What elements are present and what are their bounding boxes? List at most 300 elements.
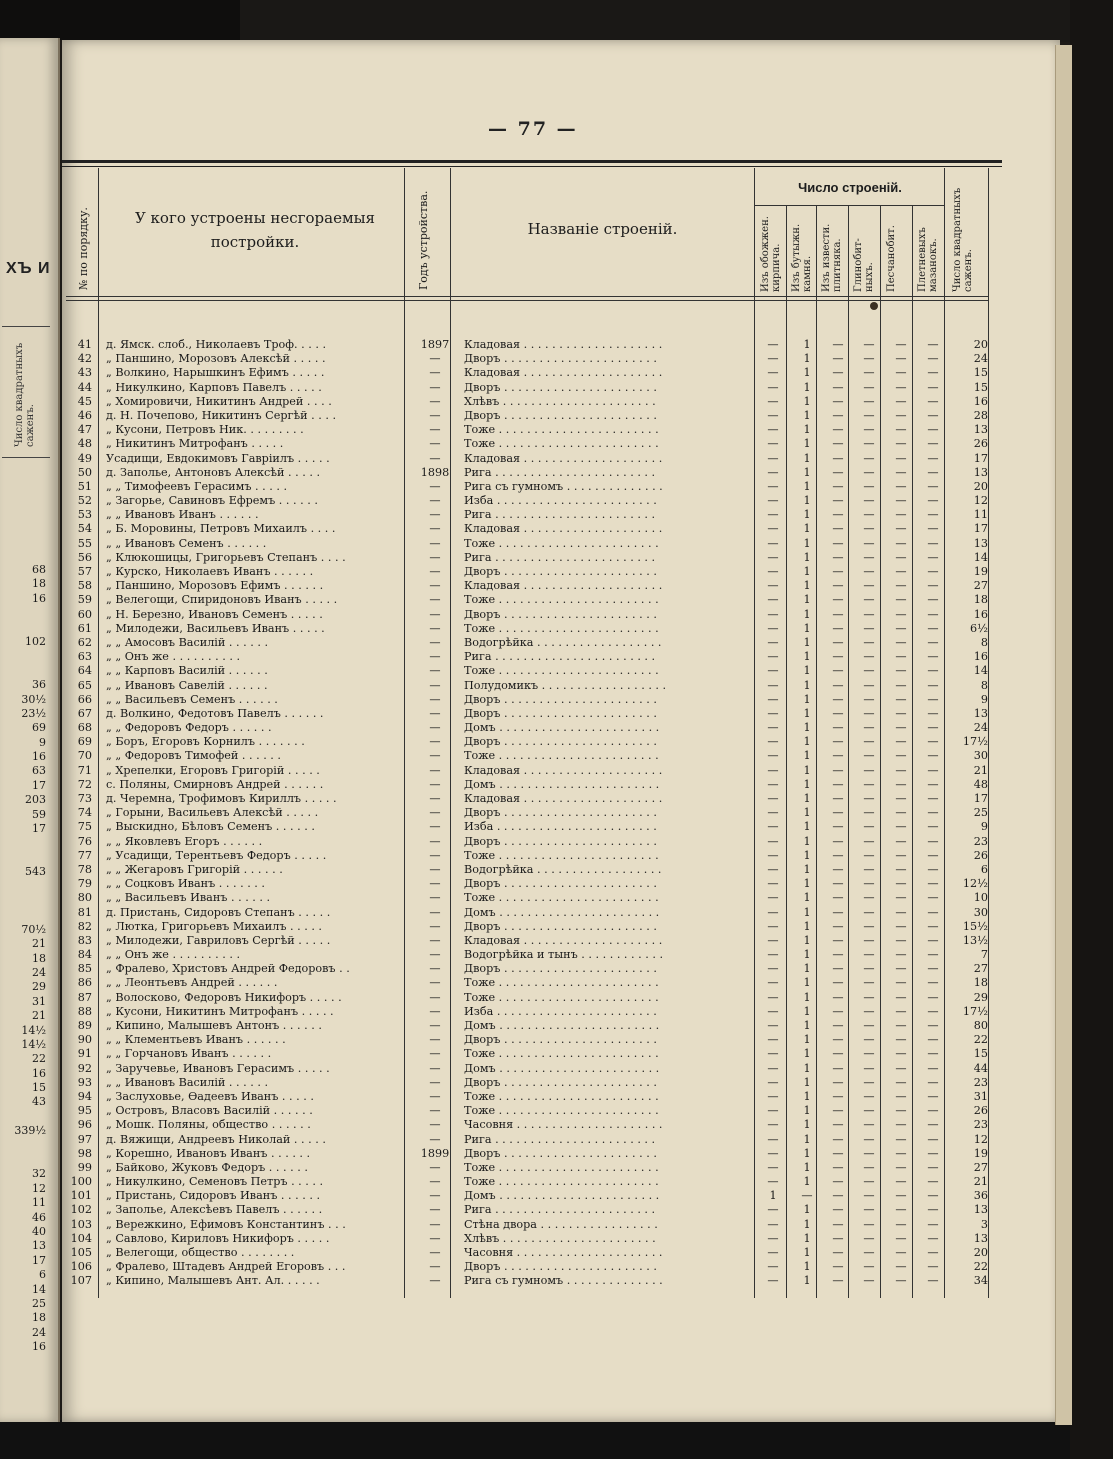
cell-i: — (832, 948, 844, 962)
cell-i: — (832, 437, 844, 451)
cell-k: — (767, 366, 779, 380)
cell-g: — (863, 494, 875, 508)
cell-b: 1 (803, 635, 811, 649)
cell-k: — (767, 721, 779, 735)
cell-pl: — (927, 479, 939, 493)
left-page-value: 29 (32, 980, 46, 994)
table-row (70, 707, 990, 721)
cell-b: 1 (803, 423, 811, 437)
cell-building: Дворъ . . . . . . . . . . . . . . . . . . . . . . (464, 352, 657, 366)
cell-k: — (767, 394, 779, 408)
cell-year: — (429, 976, 441, 990)
cell-pl: — (927, 607, 939, 621)
cell-k: — (767, 877, 779, 891)
cell-owner: „ Кипино, Малышевъ Ант. Ал. . . . . . (106, 1274, 320, 1288)
left-page-value: 18 (32, 951, 46, 965)
cell-no: 57 (77, 565, 92, 578)
cell-p: — (895, 1189, 907, 1203)
cell-i: — (832, 891, 844, 905)
cell-pl: — (927, 394, 939, 408)
cell-year: — (429, 1132, 441, 1146)
cell-pl: — (927, 550, 939, 564)
cell-k: — (767, 338, 779, 351)
table-row (70, 508, 990, 522)
cell-k: — (767, 678, 779, 692)
cell-g: — (863, 1004, 875, 1018)
cell-building: Рига съ гумномъ . . . . . . . . . . . . . . (464, 479, 663, 493)
cell-sq: 16 (973, 650, 988, 664)
cell-owner: „ Курско, Николаевъ Иванъ . . . . . . (106, 565, 314, 578)
cell-no: 86 (77, 976, 92, 990)
cell-i: — (832, 394, 844, 408)
cell-pl: — (927, 338, 939, 351)
cell-no: 91 (77, 1047, 92, 1061)
cell-owner: д. Заполье, Антоновъ Алексѣй . . . . . (106, 465, 321, 479)
cell-b: 1 (803, 394, 811, 408)
cell-b: 1 (803, 1260, 811, 1274)
left-page-value (0, 649, 46, 663)
cell-sq: 17 (973, 522, 988, 536)
cell-pl: — (927, 763, 939, 777)
table-row (70, 778, 990, 792)
table-row (70, 1189, 990, 1203)
cell-year: — (429, 962, 441, 976)
cell-b: 1 (803, 1146, 811, 1160)
cell-i: — (832, 735, 844, 749)
left-page-value: 543 (25, 865, 46, 879)
cell-g: — (863, 1189, 875, 1203)
cell-owner: „ Велегощи, Спиридоновъ Иванъ . . . . . (106, 593, 338, 607)
cell-sq: 26 (973, 1104, 988, 1118)
left-page-values (0, 563, 46, 1354)
cell-year: — (429, 479, 441, 493)
cell-year: — (429, 891, 441, 905)
cell-no: 45 (77, 394, 92, 408)
cell-i: — (832, 721, 844, 735)
cell-g: — (863, 1203, 875, 1217)
cell-i: — (832, 792, 844, 805)
cell-g: — (863, 1089, 875, 1103)
table-row (70, 1047, 990, 1061)
cell-k: — (767, 479, 779, 493)
cell-i: — (832, 962, 844, 976)
cell-pl: — (927, 806, 939, 820)
table-row (70, 480, 990, 494)
left-page-value (0, 1110, 46, 1124)
cell-g: — (863, 1061, 875, 1075)
cell-g: — (863, 1104, 875, 1118)
cell-sq: 7 (980, 948, 988, 962)
cell-building: Дворъ . . . . . . . . . . . . . . . . . . . . . . (464, 919, 657, 933)
cell-sq: 30 (973, 905, 988, 919)
cell-no: 76 (77, 834, 92, 848)
cell-i: — (832, 777, 844, 791)
table-row (70, 338, 990, 352)
cell-g: — (863, 338, 875, 351)
cell-k: — (767, 494, 779, 508)
cell-no: 61 (77, 621, 92, 635)
cell-k: — (767, 806, 779, 820)
cell-building: Дворъ . . . . . . . . . . . . . . . . . . . . . . (464, 565, 657, 578)
table-row (70, 934, 990, 948)
cell-p: — (895, 1175, 907, 1189)
cell-no: 69 (77, 735, 92, 749)
cell-no: 88 (77, 1004, 92, 1018)
cell-year: — (429, 877, 441, 891)
cell-building: Тоже . . . . . . . . . . . . . . . . . . . . . . . (464, 437, 659, 451)
cell-building: Домъ . . . . . . . . . . . . . . . . . . . . . . . (464, 1189, 660, 1203)
left-page-value: 18 (32, 577, 46, 591)
cell-g: — (863, 763, 875, 777)
cell-building: Кладовая . . . . . . . . . . . . . . . . . . . . (464, 451, 663, 465)
cell-building: Тоже . . . . . . . . . . . . . . . . . . . . . . . (464, 1160, 659, 1174)
cell-k: — (767, 1033, 779, 1047)
cell-sq: 11 (973, 508, 988, 522)
cell-pl: — (927, 508, 939, 522)
cell-b: 1 (803, 1175, 811, 1189)
cell-owner: „ Кусони, Петровъ Ник. . . . . . . . . (106, 423, 304, 437)
cell-no: 107 (70, 1274, 92, 1288)
cell-sq: 3 (980, 1217, 988, 1231)
cell-building: Тоже . . . . . . . . . . . . . . . . . . . . . . . (464, 664, 659, 678)
cell-building: Рига . . . . . . . . . . . . . . . . . . . . . . . (464, 550, 656, 564)
cell-g: — (863, 650, 875, 664)
cell-b: 1 (803, 919, 811, 933)
cell-g: — (863, 607, 875, 621)
cell-owner: „ Загорье, Савиновъ Ефремъ . . . . . . (106, 494, 318, 508)
cell-b: 1 (803, 848, 811, 862)
cell-pl: — (927, 1146, 939, 1160)
left-page-value: 203 (25, 793, 46, 807)
cell-p: — (895, 1047, 907, 1061)
cell-building: Часовня . . . . . . . . . . . . . . . . . . . . . (464, 1246, 663, 1259)
cell-owner: „ Заслуховье, Ѳадеевъ Иванъ . . . . . (106, 1089, 314, 1103)
cell-building: Тоже . . . . . . . . . . . . . . . . . . . . . . . (464, 423, 659, 437)
cell-building: Дворъ . . . . . . . . . . . . . . . . . . . . . . (464, 962, 657, 976)
table-row (70, 1161, 990, 1175)
cell-no: 99 (77, 1160, 92, 1174)
cell-year: — (429, 706, 441, 720)
cell-owner: „ Никулкино, Семеновъ Петръ . . . . . (106, 1175, 324, 1189)
cell-g: — (863, 635, 875, 649)
cell-k: — (767, 777, 779, 791)
cell-g: — (863, 536, 875, 550)
cell-sq: 20 (973, 1246, 988, 1259)
table-row (70, 1175, 990, 1189)
cell-year: — (429, 1047, 441, 1061)
cell-year: — (429, 451, 441, 465)
cell-i: — (832, 550, 844, 564)
cell-b: 1 (803, 494, 811, 508)
cell-i: — (832, 352, 844, 366)
cell-year: — (429, 1104, 441, 1118)
cell-g: — (863, 352, 875, 366)
cell-p: — (895, 579, 907, 593)
left-page-value: 32 (32, 1167, 46, 1181)
cell-k: — (767, 905, 779, 919)
cell-b: 1 (803, 1075, 811, 1089)
cell-pl: — (927, 990, 939, 1004)
cell-k: — (767, 919, 779, 933)
cell-year: — (429, 437, 441, 451)
cell-pl: — (927, 408, 939, 422)
cell-b: 1 (803, 1104, 811, 1118)
cell-owner: д. Пристань, Сидоровъ Степанъ . . . . . (106, 905, 331, 919)
cell-no: 65 (77, 678, 92, 692)
top-rule-thin (62, 166, 1002, 167)
left-page-column-label: Число квадратныхъ саженъ. (14, 342, 36, 447)
table-row (70, 721, 990, 735)
cell-g: — (863, 508, 875, 522)
cell-b: 1 (803, 1033, 811, 1047)
cell-sq: 6 (980, 862, 988, 876)
cell-building: Часовня . . . . . . . . . . . . . . . . . . . . . (464, 1118, 663, 1132)
cell-no: 95 (77, 1104, 92, 1118)
cell-b: 1 (803, 948, 811, 962)
cell-k: — (767, 1146, 779, 1160)
cell-p: — (895, 721, 907, 735)
cell-building: Дворъ . . . . . . . . . . . . . . . . . . . . . . (464, 877, 657, 891)
cell-i: — (832, 862, 844, 876)
left-page-value: 16 (32, 750, 46, 764)
cell-building: Дворъ . . . . . . . . . . . . . . . . . . . . . . (464, 380, 657, 394)
cell-sq: 13 (973, 706, 988, 720)
cell-year: — (429, 834, 441, 848)
cell-g: — (863, 692, 875, 706)
cell-b: 1 (803, 1132, 811, 1146)
cell-g: — (863, 706, 875, 720)
cell-k: — (767, 465, 779, 479)
cell-year: 1899 (420, 1146, 450, 1160)
cell-g: — (863, 1274, 875, 1288)
cell-i: — (832, 1189, 844, 1203)
table-row (70, 764, 990, 778)
cell-b: 1 (803, 763, 811, 777)
cell-year: — (429, 820, 441, 834)
cell-b: 1 (803, 877, 811, 891)
cell-b: 1 (803, 650, 811, 664)
cell-sq: 17 (973, 451, 988, 465)
cell-pl: — (927, 565, 939, 578)
cell-g: — (863, 1146, 875, 1160)
cell-building: Изба . . . . . . . . . . . . . . . . . . . . . . . (464, 1004, 657, 1018)
left-page-value (0, 621, 46, 635)
table-row (70, 622, 990, 636)
dark-background-bottom (0, 1420, 1113, 1459)
table-row (70, 1062, 990, 1076)
cell-no: 49 (77, 451, 92, 465)
cell-building: Кладовая . . . . . . . . . . . . . . . . . . . . (464, 792, 663, 805)
left-page-value: 21 (32, 937, 46, 951)
cell-p: — (895, 777, 907, 791)
cell-k: — (767, 1203, 779, 1217)
cell-k: — (767, 749, 779, 763)
cell-p: — (895, 792, 907, 805)
cell-i: — (832, 494, 844, 508)
cell-year: — (429, 848, 441, 862)
cell-year: — (429, 806, 441, 820)
cell-i: — (832, 706, 844, 720)
table-row (70, 423, 990, 437)
cell-year: — (429, 1274, 441, 1288)
cell-pl: — (927, 948, 939, 962)
cell-p: — (895, 352, 907, 366)
cell-i: — (832, 1160, 844, 1174)
cell-b: 1 (803, 721, 811, 735)
cell-building: Тоже . . . . . . . . . . . . . . . . . . . . . . . (464, 848, 659, 862)
left-page-value: 43 (32, 1095, 46, 1109)
left-page-value: 16 (32, 591, 46, 605)
cell-no: 44 (77, 380, 92, 394)
cell-year: — (429, 1231, 441, 1245)
cell-g: — (863, 1175, 875, 1189)
cell-g: — (863, 990, 875, 1004)
cell-no: 43 (77, 366, 92, 380)
cell-p: — (895, 1132, 907, 1146)
cell-owner: „ Вережкино, Ефимовъ Константинъ . . . (106, 1217, 346, 1231)
cell-g: — (863, 479, 875, 493)
table-row (70, 593, 990, 607)
cell-building: Кладовая . . . . . . . . . . . . . . . . . . . . (464, 522, 663, 536)
cell-pl: — (927, 522, 939, 536)
cell-no: 77 (77, 848, 92, 862)
cell-year: — (429, 1260, 441, 1274)
cell-b: 1 (803, 465, 811, 479)
cell-p: — (895, 1089, 907, 1103)
cell-pl: — (927, 919, 939, 933)
table-row (70, 1133, 990, 1147)
cell-sq: 9 (980, 820, 988, 834)
cell-p: — (895, 848, 907, 862)
header-group-label: Число строеній. (798, 180, 902, 195)
cell-pl: — (927, 593, 939, 607)
cell-b: 1 (803, 607, 811, 621)
cell-p: — (895, 621, 907, 635)
cell-owner: „ „ Ивановъ Савелій . . . . . . (106, 678, 268, 692)
cell-no: 48 (77, 437, 92, 451)
cell-k: — (767, 437, 779, 451)
cell-k: — (767, 621, 779, 635)
cell-building: Рига съ гумномъ . . . . . . . . . . . . . . (464, 1274, 663, 1288)
cell-no: 79 (77, 877, 92, 891)
cell-sq: 27 (973, 1160, 988, 1174)
cell-k: — (767, 593, 779, 607)
cell-no: 78 (77, 862, 92, 876)
table-row (70, 835, 990, 849)
cell-building: Рига . . . . . . . . . . . . . . . . . . . . . . . (464, 508, 656, 522)
cell-sq: 31 (973, 1089, 988, 1103)
cell-k: 1 (769, 1189, 777, 1203)
cell-owner: „ „ Ивановъ Семенъ . . . . . . (106, 536, 267, 550)
cell-b: 1 (803, 792, 811, 805)
cell-no: 82 (77, 919, 92, 933)
cell-b: 1 (803, 664, 811, 678)
cell-owner: „ „ Ивановъ Василій . . . . . . (106, 1075, 269, 1089)
cell-pl: — (927, 352, 939, 366)
cell-building: Тоже . . . . . . . . . . . . . . . . . . . . . . . (464, 536, 659, 550)
table-row (70, 1033, 990, 1047)
cell-owner: „ „ Леонтьевъ Андрей . . . . . . (106, 976, 278, 990)
cell-no: 75 (77, 820, 92, 834)
cell-k: — (767, 565, 779, 578)
cell-k: — (767, 933, 779, 947)
cell-year: — (429, 1217, 441, 1231)
cell-no: 105 (70, 1246, 92, 1259)
cell-pl: — (927, 380, 939, 394)
cell-pl: — (927, 862, 939, 876)
cell-i: — (832, 749, 844, 763)
cell-g: — (863, 919, 875, 933)
left-page-value: 68 (32, 563, 46, 576)
cell-pl: — (927, 1175, 939, 1189)
cell-no: 98 (77, 1146, 92, 1160)
cell-sq: 8 (980, 635, 988, 649)
cell-no: 96 (77, 1118, 92, 1132)
table-row (70, 650, 990, 664)
cell-pl: — (927, 820, 939, 834)
cell-year: — (429, 550, 441, 564)
cell-i: — (832, 479, 844, 493)
left-page-fragment (0, 38, 60, 1422)
cell-sq: 30 (973, 749, 988, 763)
cell-p: — (895, 593, 907, 607)
cell-i: — (832, 1089, 844, 1103)
cell-p: — (895, 919, 907, 933)
cell-k: — (767, 1217, 779, 1231)
cell-owner: „ Никитинъ Митрофанъ . . . . . (106, 437, 284, 451)
cell-no: 66 (77, 692, 92, 706)
cell-no: 71 (77, 763, 92, 777)
cell-i: — (832, 933, 844, 947)
cell-building: Тоже . . . . . . . . . . . . . . . . . . . . . . . (464, 1175, 659, 1189)
cell-year: — (429, 1075, 441, 1089)
cell-owner: „ Корешно, Ивановъ Иванъ . . . . . . (106, 1146, 311, 1160)
cell-g: — (863, 905, 875, 919)
table-row (70, 891, 990, 905)
left-page-value: 59 (32, 807, 46, 821)
cell-p: — (895, 451, 907, 465)
cell-g: — (863, 437, 875, 451)
cell-k: — (767, 1118, 779, 1132)
cell-pl: — (927, 749, 939, 763)
cell-sq: 17½ (962, 735, 988, 749)
cell-pl: — (927, 692, 939, 706)
cell-g: — (863, 948, 875, 962)
cell-pl: — (927, 366, 939, 380)
table-row (70, 1104, 990, 1118)
cell-pl: — (927, 1231, 939, 1245)
cell-sq: 28 (973, 408, 988, 422)
cell-pl: — (927, 1033, 939, 1047)
cell-i: — (832, 536, 844, 550)
cell-b: 1 (803, 338, 811, 351)
cell-pl: — (927, 650, 939, 664)
ink-spot (870, 302, 878, 310)
cell-owner: „ Велегощи, общество . . . . . . . . (106, 1246, 295, 1259)
cell-b: 1 (803, 862, 811, 876)
cell-no: 70 (77, 749, 92, 763)
left-page-value: 14 (32, 1282, 46, 1296)
cell-no: 50 (77, 465, 92, 479)
dark-background-right (1070, 0, 1113, 1459)
left-page-value (0, 851, 46, 865)
cell-p: — (895, 1203, 907, 1217)
cell-p: — (895, 1033, 907, 1047)
cell-year: — (429, 593, 441, 607)
cell-p: — (895, 366, 907, 380)
cell-sq: 19 (973, 1146, 988, 1160)
cell-k: — (767, 1274, 779, 1288)
